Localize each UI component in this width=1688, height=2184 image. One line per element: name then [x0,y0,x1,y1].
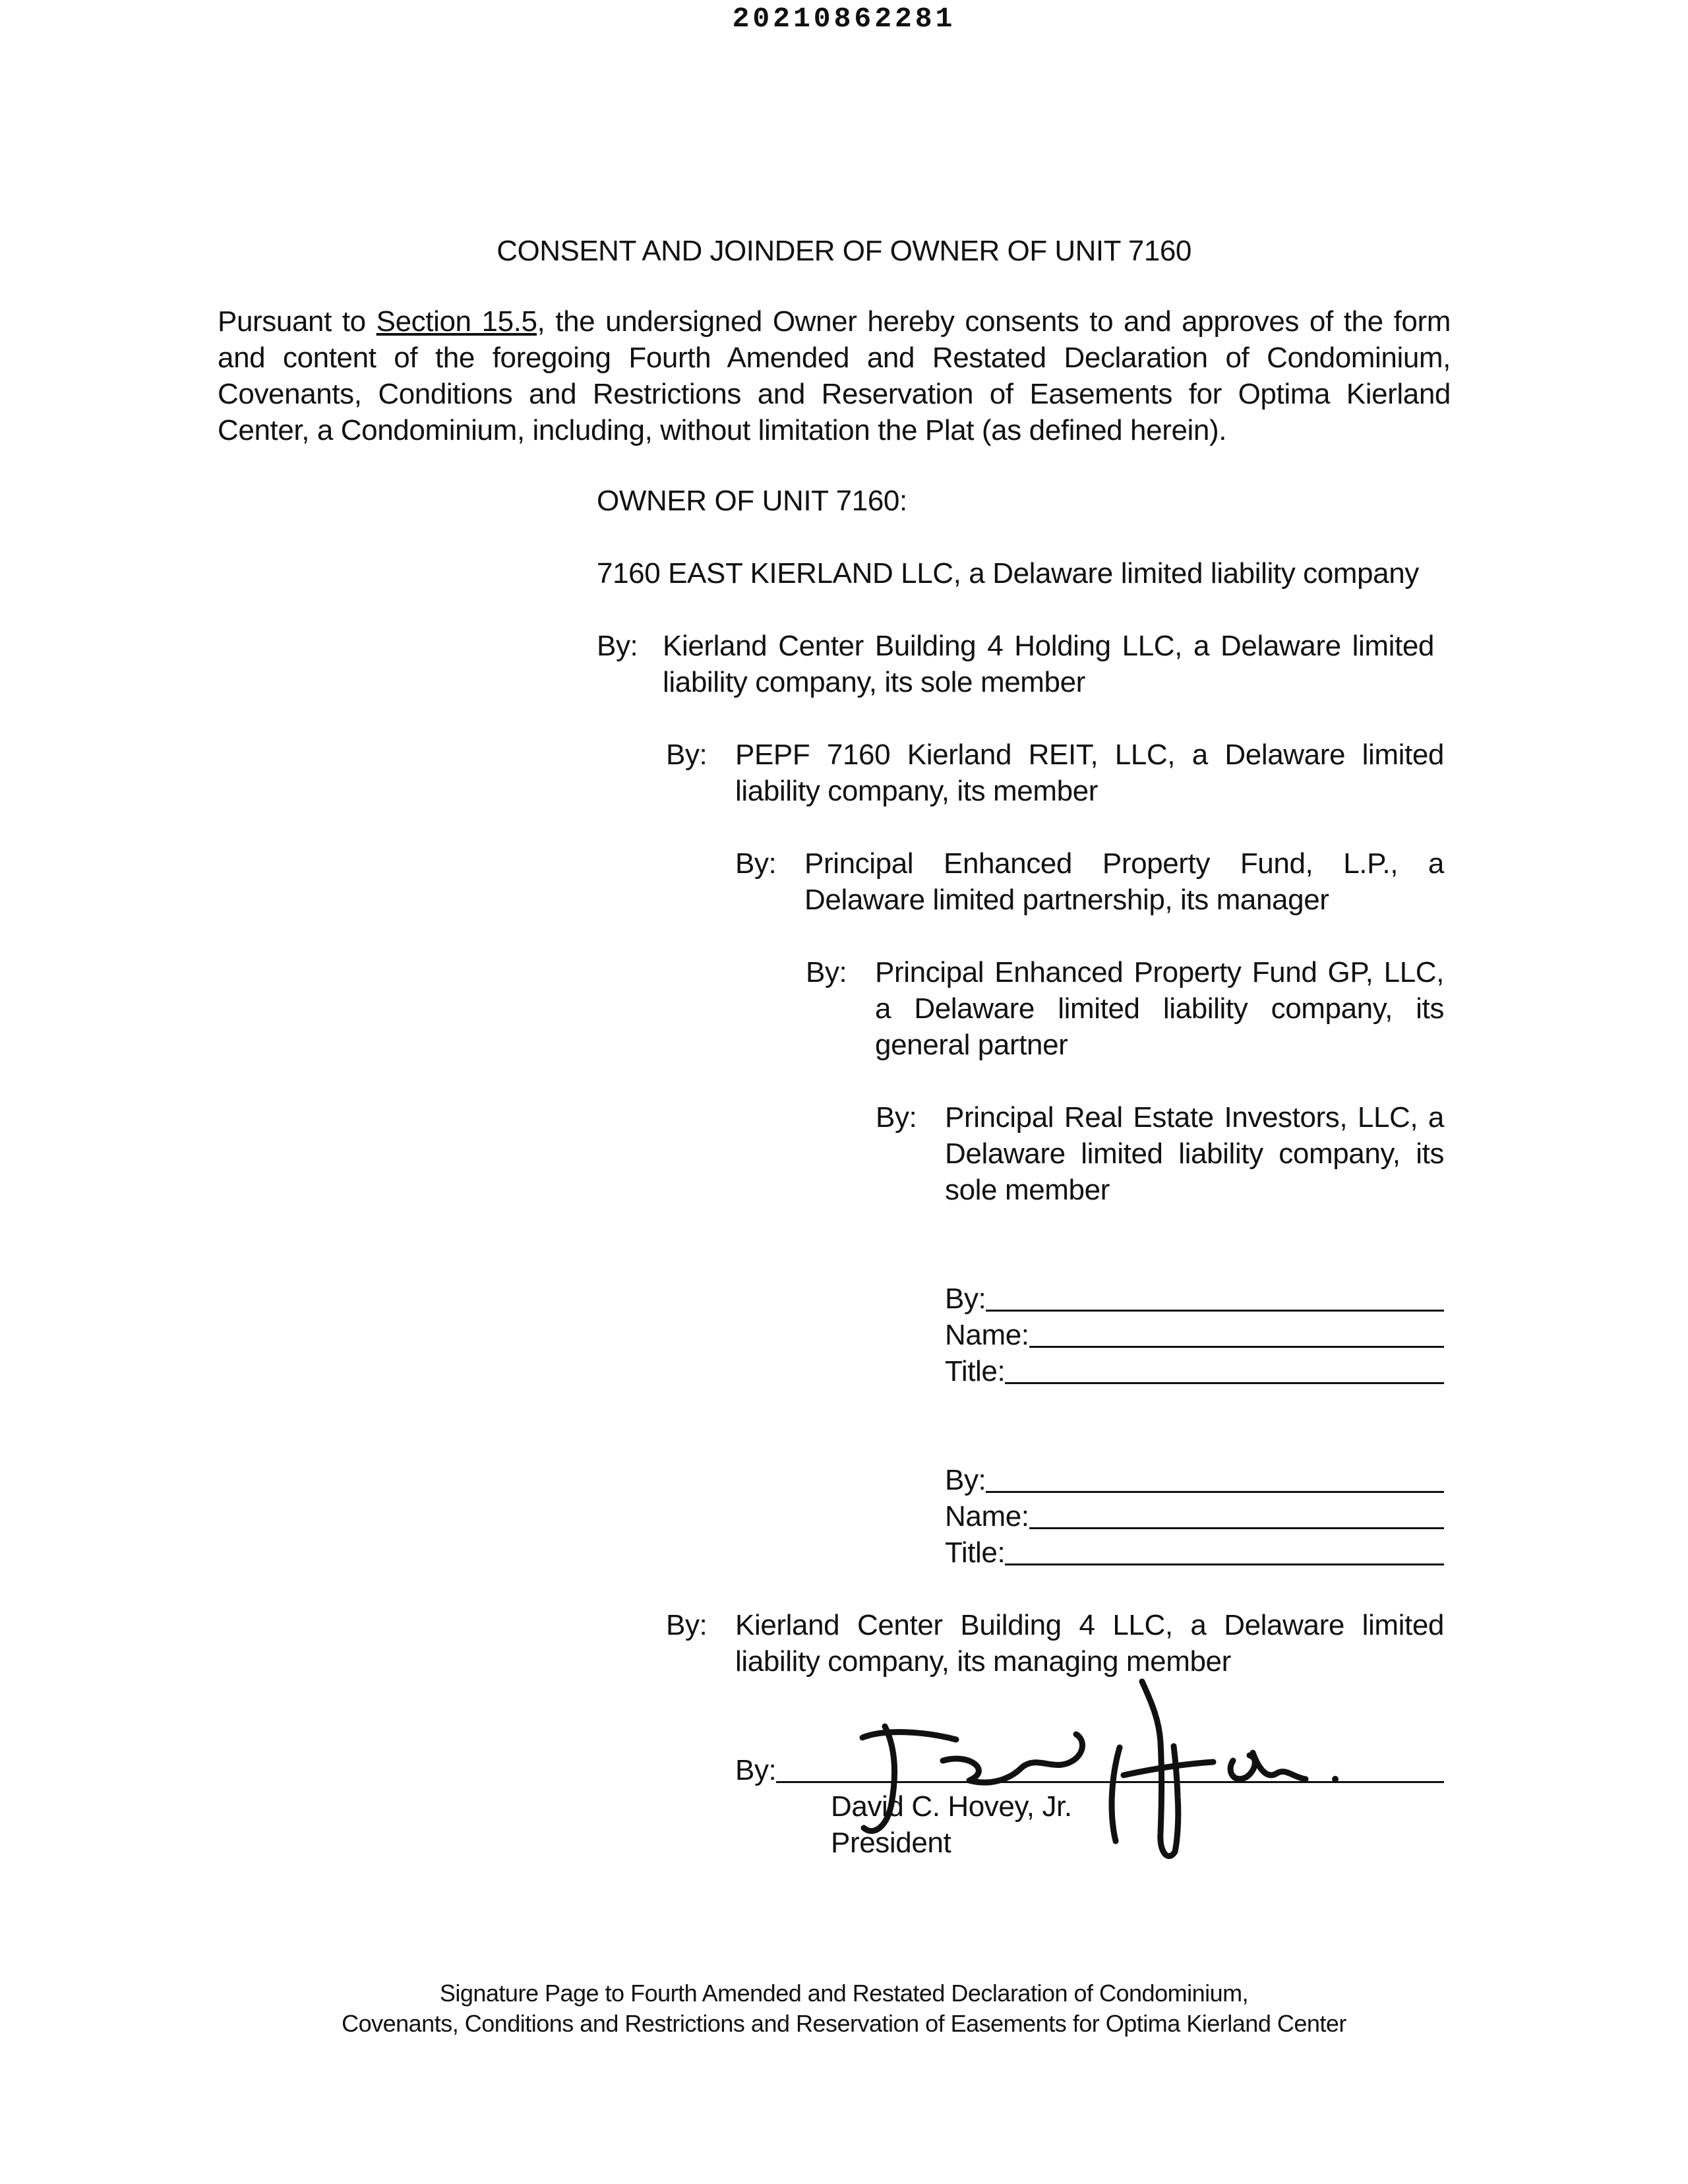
title-line[interactable] [1005,1536,1444,1565]
chain-entity-text: PEPF 7160 Kierland REIT, LLC, a Delaware limited liability company, its member [735,739,1444,807]
signer-name: David C. Hovey, Jr. [831,1790,1072,1823]
signature-by-line[interactable] [945,1462,1444,1498]
owner-entity: 7160 EAST KIERLAND LLC, a Delaware limited liability company [597,557,1419,590]
document-number: 20210862281 [732,3,956,35]
name-line[interactable] [1029,1318,1444,1348]
signature-title-line[interactable] [945,1534,1444,1571]
by-label: By: [876,1101,917,1134]
by-label: By: [597,630,638,662]
signature-stroke [1230,1755,1255,1779]
signature-stroke [943,1734,1083,1782]
title-line[interactable] [1005,1354,1444,1384]
signature-chain-level-1 [597,628,1434,700]
by-field-label: By: [945,1464,986,1496]
intro-paragraph [218,303,1451,448]
signature-line[interactable] [986,1463,1444,1493]
signature-chain-level-5 [876,1099,1444,1208]
signature-name-line[interactable] [945,1498,1444,1534]
signature-chain-level-4 [806,954,1444,1063]
intro-body: the undersigned Owner hereby consents to and approves of the form and content of the foregoing Fourth Amended and Restated Declaration of Condominium, Covenants, Conditions and Restrictions and Reservation of Easements for Optima Kierland Center, a Condominium, including, without limitation the Plat (as defined herein). [218,305,1451,446]
signature-title-line[interactable] [945,1353,1444,1389]
signature-line[interactable] [986,1282,1444,1312]
owner-heading: OWNER OF UNIT 7160: [597,485,907,517]
signature-block-2 [945,1462,1444,1571]
second-entity-text: Kierland Center Building 4 LLC, a Delaware limited liability company, its managing member [735,1609,1444,1678]
chain-entity-text: Kierland Center Building 4 Holding LLC, a Delaware limited liability company, its sole member [663,630,1434,698]
signature-chain-level-3 [735,845,1444,918]
footer-line-1: Signature Page to Fourth Amended and Restated Declaration of Condominium, [439,1980,1249,2007]
signature-stroke [1124,1762,1213,1775]
signature-stroke [1253,1753,1306,1779]
signer-title: President [831,1827,951,1859]
intro-prefix: Pursuant to [218,305,377,338]
signature-by-line[interactable] [945,1281,1444,1317]
name-line[interactable] [1029,1500,1444,1529]
handwritten-signature [844,1668,1372,1866]
signature-stroke [1112,1747,1120,1841]
name-field-label: Name: [945,1319,1029,1351]
by-label: By: [806,956,847,988]
page-title: CONSENT AND JOINDER OF OWNER OF UNIT 7160 [497,235,1191,267]
section-reference: Section 15.5, [376,305,545,338]
by-label: By: [735,847,777,880]
by-field-label: By: [945,1283,986,1315]
signature-stroke [864,1726,895,1831]
signature-dot [1332,1776,1339,1782]
signature-block-1 [945,1281,1444,1389]
chain-entity-text: Principal Enhanced Property Fund, L.P., a Delaware limited partnership, its manager [804,847,1444,916]
signature-name-line[interactable] [945,1317,1444,1353]
title-field-label: Title: [945,1536,1006,1569]
footer-line-2: Covenants, Conditions and Restrictions and Reservation of Easements for Optima Kierland Center [342,2010,1346,2037]
by-field-label: By: [735,1754,777,1786]
signature-stroke [862,1732,956,1740]
by-label: By: [666,739,708,771]
by-label: By: [666,1609,708,1641]
name-field-label: Name: [945,1500,1029,1532]
chain-entity-text: Principal Real Estate Investors, LLC, a Delaware limited liability company, its sole member [945,1101,1444,1206]
title-field-label: Title: [945,1355,1006,1387]
chain-entity-text: Principal Enhanced Property Fund GP, LLC, a Delaware limited liability company, its general partner [875,956,1444,1061]
signature-chain-level-2 [666,737,1444,809]
